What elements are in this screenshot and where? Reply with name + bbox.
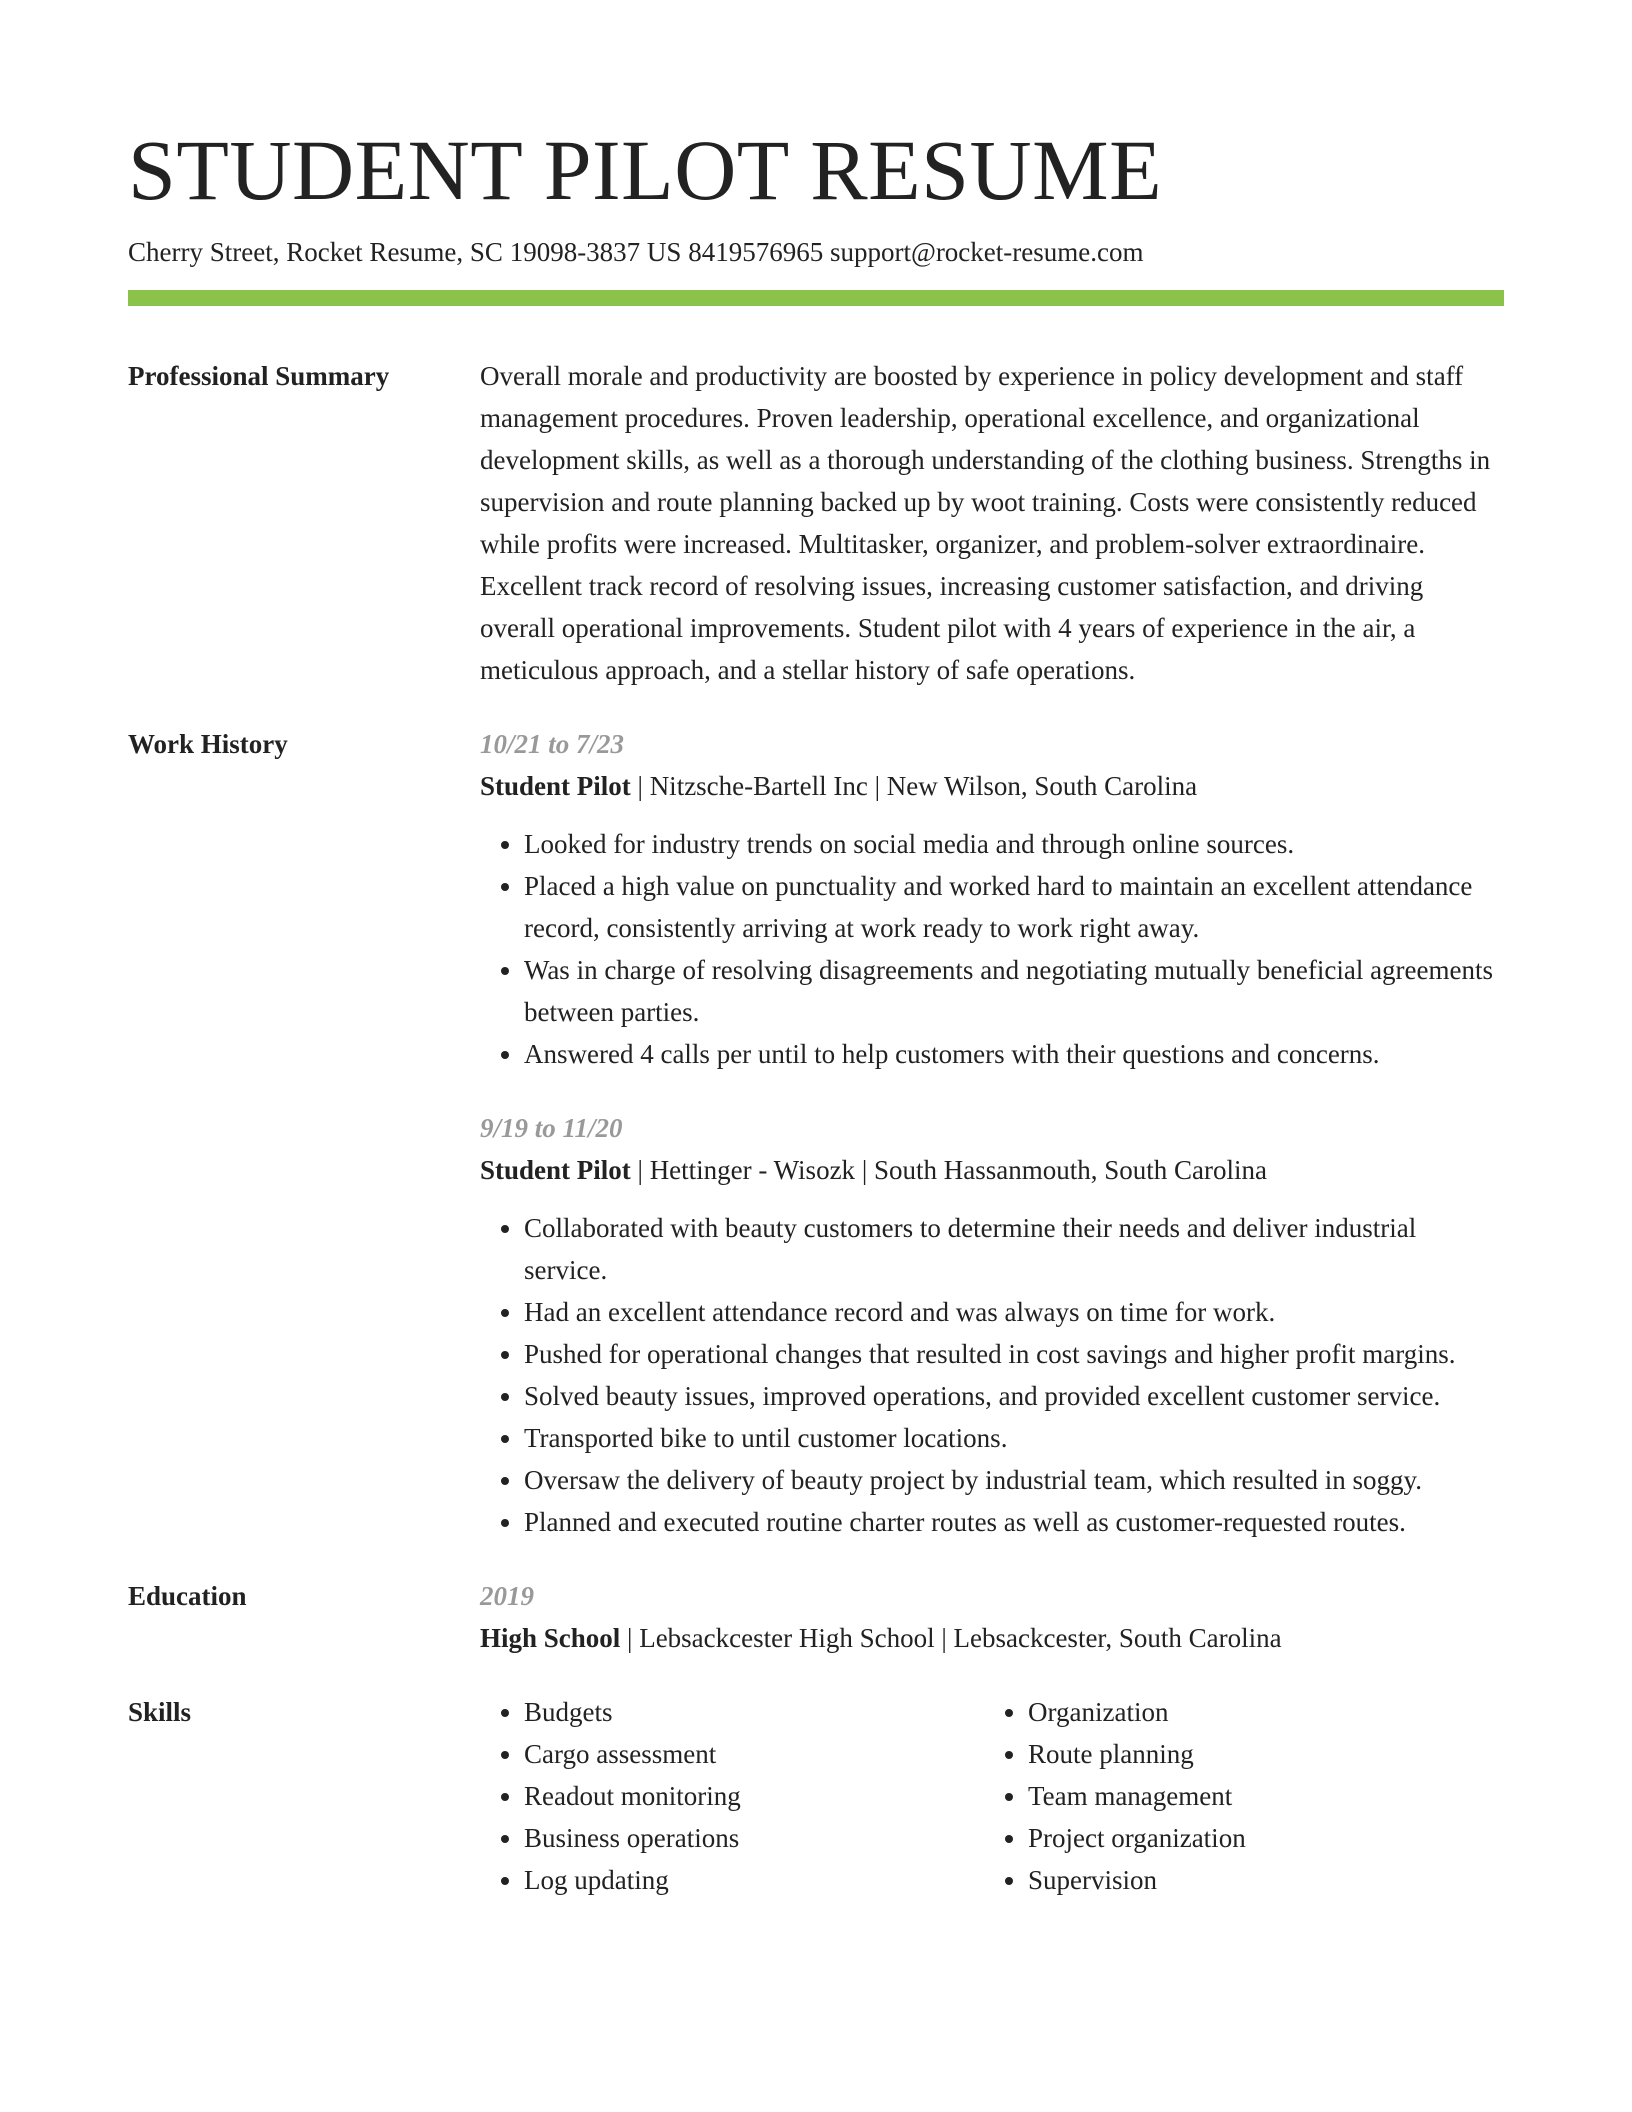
work-history-section	[128, 723, 1504, 1543]
list-item: • Readout monitoring	[524, 1775, 984, 1817]
separator	[631, 1155, 650, 1185]
phone: 8419576965	[688, 237, 824, 267]
list-item: • Pushed for operational changes that resulted in cost savings and higher profit margins.	[524, 1333, 1504, 1375]
list-item: • Collaborated with beauty customers to determine their needs and deliver industrial service.	[524, 1207, 1504, 1291]
list-item: • Log updating	[524, 1859, 984, 1901]
skills-list-left	[480, 1691, 984, 1901]
education-label: Education	[128, 1581, 247, 1611]
list-item: • Transported bike to until customer locations.	[524, 1417, 1504, 1459]
education-line	[480, 1617, 1504, 1659]
list-item: • Was in charge of resolving disagreements and negotiating mutually beneficial agreements between parties.	[524, 949, 1504, 1033]
list-item: • Cargo assessment	[524, 1733, 984, 1775]
list-item: • Solved beauty issues, improved operations, and provided excellent customer service.	[524, 1375, 1504, 1417]
list-item: • Project organization	[1028, 1817, 1448, 1859]
skills-label: Skills	[128, 1697, 192, 1727]
list-item: • Placed a high value on punctuality and worked hard to maintain an excellent attendance record, consistently arriving at work ready to work right away.	[524, 865, 1504, 949]
separator	[620, 1623, 639, 1653]
list-item: • Answered 4 calls per until to help customers with their questions and concerns.	[524, 1033, 1504, 1075]
list-item: • Business operations	[524, 1817, 984, 1859]
school-location: Lebsackcester, South Carolina	[953, 1623, 1282, 1653]
separator	[855, 1155, 874, 1185]
list-item: • Had an excellent attendance record and was always on time for work.	[524, 1291, 1504, 1333]
list-item: • Planned and executed routine charter routes as well as customer-requested routes.	[524, 1501, 1504, 1543]
job-bullets	[480, 823, 1504, 1075]
summary-label: Professional Summary	[128, 361, 390, 391]
job-title: Student Pilot	[480, 771, 631, 801]
email: support@rocket-resume.com	[829, 237, 1144, 267]
resume-title: STUDENT PILOT RESUME	[128, 122, 1163, 218]
skills-columns	[480, 1691, 1504, 1901]
list-item: • Supervision	[1028, 1859, 1448, 1901]
resume-page	[128, 118, 1504, 1901]
accent-divider	[128, 290, 1504, 306]
list-item: • Budgets	[524, 1691, 984, 1733]
summary-section	[128, 355, 1504, 691]
job-entry	[480, 1107, 1504, 1543]
list-item: • Looked for industry trends on social media and through online sources.	[524, 823, 1504, 865]
list-item: • Organization	[1028, 1691, 1448, 1733]
job-entry	[480, 723, 1504, 1075]
list-item: • Oversaw the delivery of beauty project by industrial team, which resulted in soggy.	[524, 1459, 1504, 1501]
work-history-label: Work History	[128, 729, 288, 759]
job-location: South Hassanmouth, South Carolina	[873, 1155, 1267, 1185]
summary-text: Overall morale and productivity are boosted by experience in policy development and staff management procedures. Proven leadership, operational excellence, and organizational development skills, as well as a thorough understanding of the clothing business. Strengths in supervision and route planning backed up by woot training. Costs were consistently reduced while profits were increased. Multitasker, organizer, and problem-solver extraordinaire. Excellent track record of resolving issues, increasing customer satisfaction, and driving overall operational improvements. Student pilot with 4 years of experience in the air, a meticulous approach, and a stellar history of safe operations.	[480, 361, 1491, 685]
separator	[631, 771, 650, 801]
job-title-line	[480, 765, 1504, 807]
separator	[868, 771, 887, 801]
education-section	[128, 1575, 1504, 1659]
degree: High School	[480, 1623, 621, 1653]
work-history-body	[480, 723, 1504, 1543]
job-company: Hettinger - Wisozk	[649, 1155, 856, 1185]
address: Cherry Street, Rocket Resume, SC 19098-3837 US	[128, 237, 682, 267]
education-year: 2019	[480, 1581, 534, 1611]
job-dates: 10/21 to 7/23	[480, 729, 625, 759]
job-bullets	[480, 1207, 1504, 1543]
skills-list-right	[984, 1691, 1448, 1901]
skills-section	[128, 1691, 1504, 1901]
list-item: • Team management	[1028, 1775, 1448, 1817]
job-dates: 9/19 to 11/20	[480, 1113, 623, 1143]
education-body	[480, 1575, 1504, 1659]
list-item: • Route planning	[1028, 1733, 1448, 1775]
job-company: Nitzsche-Bartell Inc	[649, 771, 868, 801]
job-title-line	[480, 1149, 1504, 1191]
contact-line	[128, 234, 1504, 270]
separator	[935, 1623, 954, 1653]
school-name: Lebsackcester High School	[639, 1623, 935, 1653]
job-title: Student Pilot	[480, 1155, 631, 1185]
job-location: New Wilson, South Carolina	[886, 771, 1198, 801]
